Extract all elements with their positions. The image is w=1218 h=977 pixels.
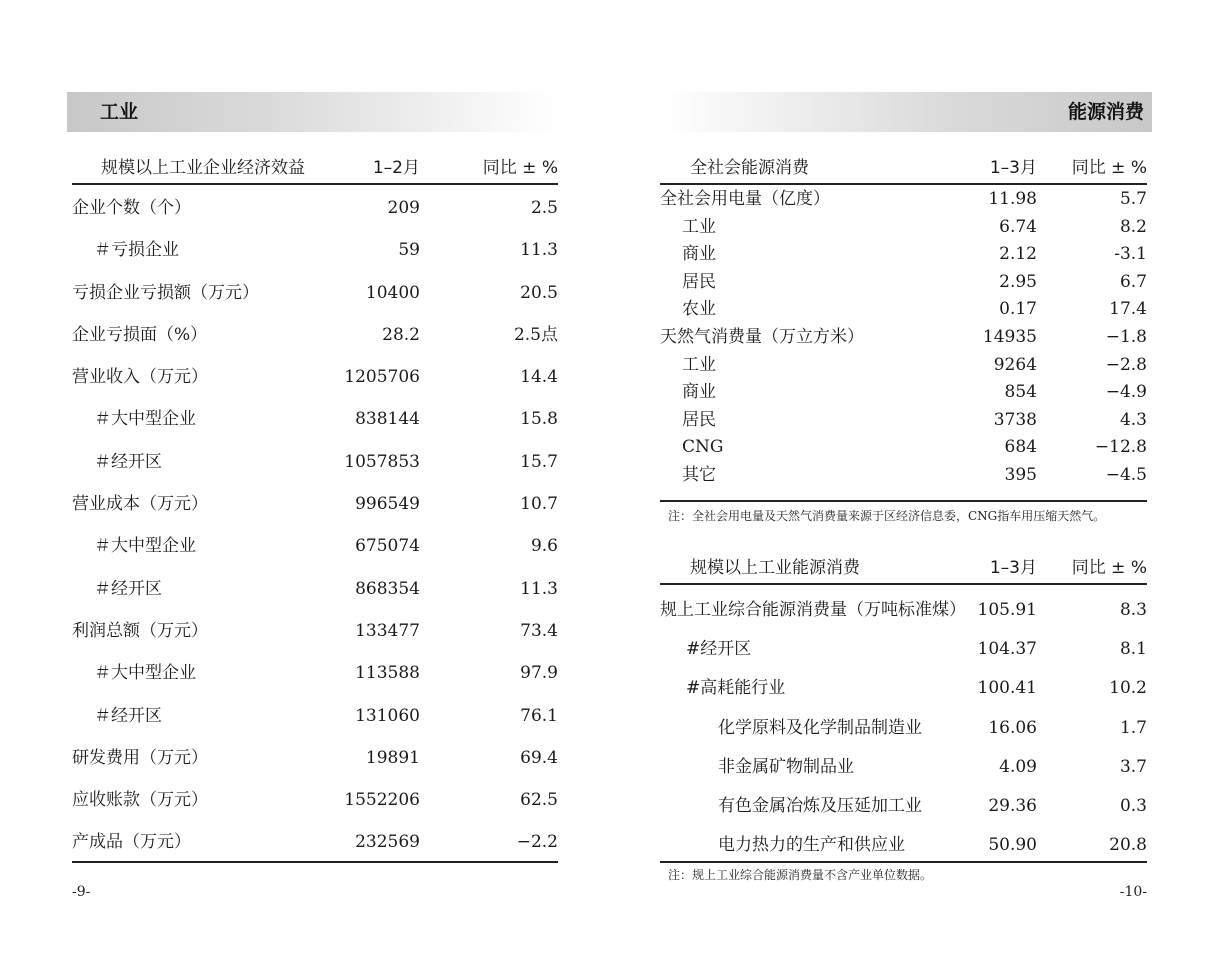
table-row (72, 737, 558, 779)
row-label: 居民 (682, 271, 716, 292)
table-row (72, 398, 558, 440)
row-value: 232569 (355, 832, 420, 853)
row-label: ＃经开区 (94, 451, 162, 472)
row-label: 商业 (682, 244, 716, 265)
row-value: 6.74 (999, 216, 1037, 237)
page-number: -9- (72, 884, 91, 900)
row-value: 14935 (982, 326, 1037, 347)
row-yoy-change: 20.5 (520, 282, 558, 303)
row-label: 规上工业综合能源消费量（万吨标准煤） (660, 600, 966, 620)
row-yoy-change: 8.3 (1119, 600, 1147, 620)
header-period: 1–3月 (989, 558, 1037, 578)
row-yoy-change: 11.3 (520, 240, 558, 261)
table-row (660, 407, 1147, 435)
table-row (660, 630, 1147, 669)
section-band-industry (67, 92, 557, 132)
table-bottom-rule (72, 861, 558, 863)
row-yoy-change: 69.4 (520, 747, 558, 768)
table-row (660, 669, 1147, 708)
row-yoy-change: 3.7 (1119, 756, 1147, 777)
row-yoy-change: 11.3 (520, 578, 558, 599)
row-yoy-change: 0.3 (1119, 795, 1147, 816)
row-yoy-change: −4.5 (1105, 464, 1147, 485)
row-label: 商业 (682, 382, 716, 403)
row-value: 0.17 (999, 299, 1037, 320)
row-label: 工业 (682, 354, 716, 375)
table-row (660, 296, 1147, 324)
row-value: 4.09 (999, 756, 1037, 777)
table-row (660, 826, 1147, 865)
row-value: 209 (387, 198, 420, 218)
table-bottom-rule (660, 861, 1147, 863)
row-label: ＃经开区 (94, 705, 162, 726)
section-title: 能源消费 (1067, 101, 1144, 123)
table-header (72, 155, 558, 185)
row-value: 868354 (355, 578, 420, 599)
row-yoy-change: 6.7 (1119, 271, 1147, 292)
row-yoy-change: -3.1 (1114, 244, 1147, 265)
table-row (72, 272, 558, 314)
row-yoy-change: 10.2 (1109, 678, 1147, 699)
row-value: 3738 (993, 409, 1037, 430)
row-yoy-change: −2.2 (516, 832, 558, 853)
table-row (72, 821, 558, 863)
row-value: 19891 (365, 747, 420, 768)
row-label: 工业 (682, 216, 716, 237)
row-yoy-change: 62.5 (520, 790, 558, 811)
table-note: 注：全社会用电量及天然气消费量来源于区经济信息委，CNG指车用压缩天然气。 (668, 509, 1106, 523)
row-label: ＃大中型企业 (94, 409, 196, 430)
table-row (72, 779, 558, 821)
table-header (660, 155, 1147, 185)
row-label: 电力热力的生产和供应业 (718, 835, 905, 856)
row-label: ＃大中型企业 (94, 536, 196, 557)
row-label: 企业个数（个） (72, 198, 191, 218)
table-row (72, 695, 558, 737)
table-row (72, 652, 558, 694)
row-yoy-change: 20.8 (1109, 835, 1147, 856)
header-yoy: 同比 ± % (482, 158, 558, 178)
row-yoy-change: 2.5 (530, 198, 558, 218)
row-yoy-change: −4.9 (1105, 382, 1147, 403)
row-yoy-change: 4.3 (1119, 409, 1147, 430)
table-row (660, 352, 1147, 380)
row-yoy-change: 5.7 (1119, 189, 1147, 209)
row-yoy-change: 97.9 (520, 663, 558, 684)
table-row (660, 379, 1147, 407)
row-yoy-change: 73.4 (520, 620, 558, 641)
row-label: 营业收入（万元） (72, 367, 208, 388)
row-yoy-change: −1.8 (1105, 326, 1147, 347)
row-value: 131060 (355, 705, 420, 726)
row-label: 天然气消费量（万立方米） (660, 326, 864, 347)
table-row (660, 214, 1147, 242)
row-label: #高耗能行业 (686, 678, 786, 699)
row-label: 亏损企业亏损额（万元） (72, 282, 259, 303)
row-label: 农业 (682, 299, 716, 320)
row-value: 28.2 (382, 324, 420, 345)
row-label: 有色金属冶炼及压延加工业 (718, 795, 922, 816)
row-label: 全社会用电量（亿度） (660, 189, 830, 209)
row-value: 1552206 (344, 790, 420, 811)
table-row (660, 269, 1147, 297)
row-value: 11.98 (988, 189, 1037, 209)
row-yoy-change: 10.7 (520, 494, 558, 515)
row-label: CNG (682, 437, 724, 458)
row-label: 研发费用（万元） (72, 747, 208, 768)
row-value: 10400 (365, 282, 420, 303)
row-yoy-change: 15.8 (520, 409, 558, 430)
row-value: 104.37 (977, 639, 1037, 660)
row-value: 1205706 (344, 367, 420, 388)
table-row (660, 434, 1147, 462)
header-indicator: 全社会能源消费 (690, 158, 809, 178)
row-label: #经开区 (686, 639, 752, 660)
table-row (72, 356, 558, 398)
row-value: 29.36 (988, 795, 1037, 816)
table-header (660, 555, 1147, 585)
energy-consumption-table (660, 155, 1147, 490)
table-row (72, 229, 558, 271)
header-indicator: 规模以上工业能源消费 (690, 558, 860, 578)
row-yoy-change: 2.5点 (513, 324, 558, 345)
row-label: 其它 (682, 464, 716, 485)
row-value: 854 (1004, 382, 1037, 403)
row-label: ＃经开区 (94, 578, 162, 599)
row-value: 1057853 (344, 451, 420, 472)
row-value: 50.90 (988, 835, 1037, 856)
row-label: ＃大中型企业 (94, 663, 196, 684)
row-value: 838144 (355, 409, 420, 430)
header-indicator: 规模以上工业企业经济效益 (101, 158, 305, 178)
row-yoy-change: 8.1 (1119, 639, 1147, 660)
table-row (72, 525, 558, 567)
row-yoy-change: 1.7 (1119, 717, 1147, 738)
page-number: -10- (1119, 884, 1147, 900)
row-yoy-change: 8.2 (1119, 216, 1147, 237)
row-value: 2.12 (999, 244, 1037, 265)
row-value: 996549 (355, 494, 420, 515)
table-row (72, 187, 558, 229)
row-value: 684 (1004, 437, 1037, 458)
row-value: 675074 (355, 536, 420, 557)
row-yoy-change: 76.1 (520, 705, 558, 726)
table-row (72, 568, 558, 610)
table-row (660, 186, 1147, 214)
header-period: 1–2月 (372, 158, 420, 178)
row-yoy-change: −2.8 (1105, 354, 1147, 375)
row-label: 非金属矿物制品业 (718, 756, 854, 777)
header-yoy: 同比 ± % (1071, 158, 1147, 178)
row-value: 9264 (993, 354, 1037, 375)
row-yoy-change: 17.4 (1109, 299, 1147, 320)
row-value: 113588 (355, 663, 420, 684)
section-band-energy (660, 92, 1152, 132)
industrial-energy-table (660, 555, 1147, 865)
table-row (660, 748, 1147, 787)
table-row (660, 591, 1147, 630)
table-bottom-rule (660, 500, 1147, 502)
row-value: 16.06 (988, 717, 1037, 738)
table-row (72, 483, 558, 525)
table-row (72, 314, 558, 356)
row-label: 产成品（万元） (72, 832, 191, 853)
row-value: 105.91 (977, 600, 1037, 620)
row-value: 395 (1004, 464, 1037, 485)
table-row (660, 324, 1147, 352)
row-yoy-change: −12.8 (1094, 437, 1147, 458)
row-label: 化学原料及化学制品制造业 (718, 717, 922, 738)
row-label: 营业成本（万元） (72, 494, 208, 515)
table-note: 注：规上工业综合能源消费量不含产业单位数据。 (668, 868, 933, 882)
table-row (660, 462, 1147, 490)
row-label: 企业亏损面（%） (72, 324, 208, 345)
row-yoy-change: 15.7 (520, 451, 558, 472)
table-row (72, 610, 558, 652)
section-title: 工业 (100, 101, 139, 123)
table-row (72, 441, 558, 483)
row-value: 2.95 (999, 271, 1037, 292)
header-period: 1–3月 (989, 158, 1037, 178)
row-label: 应收账款（万元） (72, 790, 208, 811)
row-value: 59 (398, 240, 420, 261)
table-row (660, 241, 1147, 269)
row-label: 利润总额（万元） (72, 620, 208, 641)
table-row (660, 709, 1147, 748)
row-yoy-change: 9.6 (530, 536, 558, 557)
row-yoy-change: 14.4 (520, 367, 558, 388)
row-label: 居民 (682, 409, 716, 430)
row-value: 100.41 (977, 678, 1037, 699)
table-row (660, 787, 1147, 826)
industry-benefit-table (72, 155, 558, 864)
row-label: ＃亏损企业 (94, 240, 179, 261)
row-value: 133477 (355, 620, 420, 641)
header-yoy: 同比 ± % (1071, 558, 1147, 578)
